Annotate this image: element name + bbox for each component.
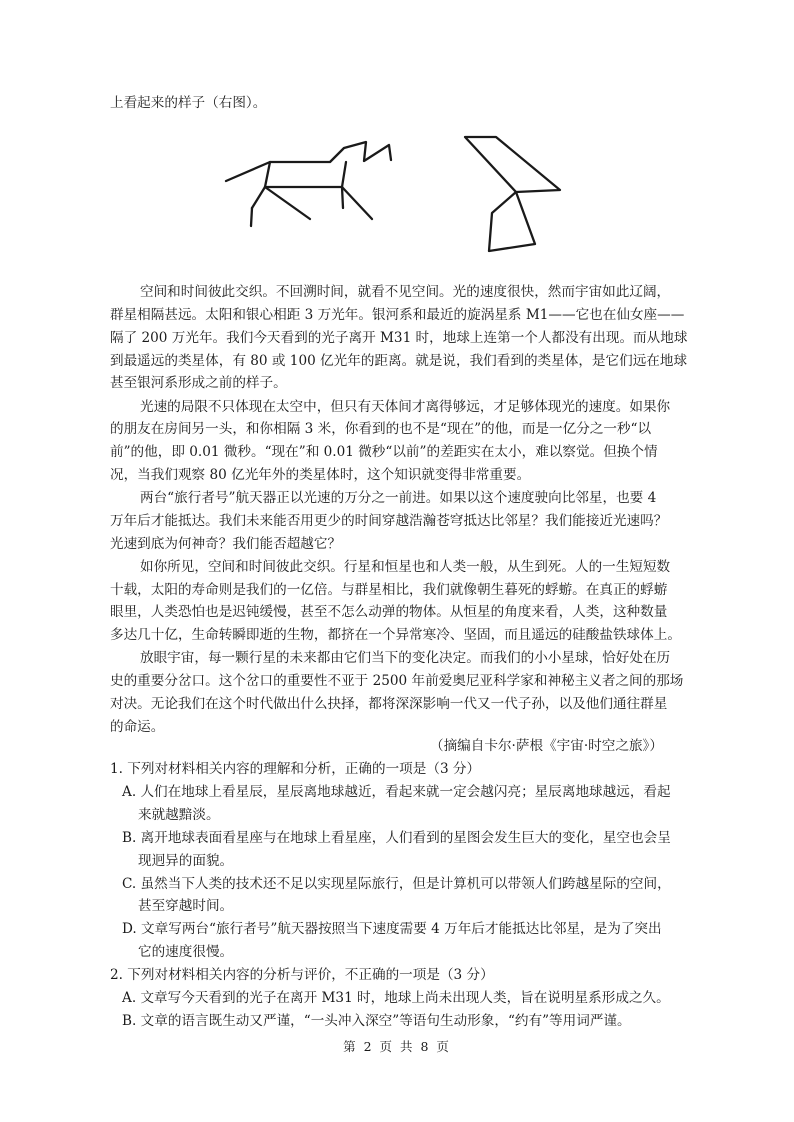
q1-option-a-line-1: A. 人们在地球上看星辰，星辰离地球越近，看起来就一定会越闪亮；星辰离地球越远，看起: [122, 784, 671, 800]
p3-line-1: 两台“旅行者号”航天器正以光速的万分之一前进。如果以这个速度驶向比邻星，也要 4: [140, 490, 657, 506]
q1-option-a-line-2: 来就越黯淡。: [138, 807, 220, 823]
q1-option-d-line-1: D. 文章写两台“旅行者号”航天器按照当下速度需要 4 万年后才能抵达比邻星，是为了突出: [122, 921, 662, 937]
funnel-constellation-figure: [465, 137, 560, 251]
horse-constellation-figure: [226, 142, 391, 226]
p4-line-2: 十载，太阳的寿命则是我们的一亿倍。与群星相比，我们就像朝生暮死的蜉蝣。在真正的蜉蝣: [110, 582, 668, 598]
p4-line-3: 眼里，人类恐怕也是迟钝缓慢，甚至不怎么动弹的物体。从恒星的角度来看，人类，这种数量: [110, 604, 668, 620]
p2-line-3: 前”的他，即 0.01 微秒。“现在”和 0.01 微秒“以前”的差距实在太小，难以察觉。但换个情: [110, 444, 658, 460]
q1-option-c-line-1: C. 虽然当下人类的技术还不足以实现星际旅行，但是计算机可以带领人们跨越星际的空间，: [122, 876, 671, 892]
p1-line-4: 到最遥远的类星体，有 80 或 100 亿光年的距离。就是说，我们看到的类星体，是它们远在地球: [110, 353, 688, 369]
p5-line-2: 史的重要分岔口。这个岔口的重要性不亚于 2500 年前爱奥尼亚科学家和神秘主义者之间的那场: [110, 673, 684, 689]
p5-line-1: 放眼宇宙，每一颗行星的未来都由它们当下的变化决定。而我们的小小星球，恰好处在历: [140, 650, 671, 666]
question-2-stem: 2. 下列对材料相关内容的分析与评价，不正确的一项是（3 分）: [110, 967, 494, 983]
intro-line: 上看起来的样子（右图）。: [110, 95, 267, 111]
q1-option-d-line-2: 它的速度很慢。: [138, 944, 234, 960]
p5-line-3: 对决。无论我们在这个时代做出什么抉择，都将深深影响一代又一代子孙，以及他们通往群星: [110, 696, 668, 712]
p2-line-4: 况，当我们观察 80 亿光年外的类星体时，这个知识就变得非常重要。: [110, 467, 531, 483]
question-1-stem: 1. 下列对材料相关内容的理解和分析，正确的一项是（3 分）: [110, 761, 481, 777]
q1-option-b-line-2: 现迥异的面貌。: [138, 853, 234, 869]
p4-line-4: 多达几十亿，生命转瞬即逝的生物，都挤在一个异常寒冷、坚固，而且遥远的硅酸盐铁球体上。: [110, 627, 681, 643]
p1-line-1: 空间和时间彼此交织。不回溯时间，就看不见空间。光的速度很快，然而宇宙如此辽阔，: [140, 284, 671, 300]
p5-line-4: 的命运。: [110, 719, 165, 735]
q1-option-c-line-2: 甚至穿越时间。: [138, 898, 234, 914]
q1-option-b-line-1: B. 离开地球表面看星座与在地球上看星座，人们看到的星图会发生巨大的变化，星空也会呈: [122, 830, 671, 846]
passage-source: （摘编自卡尔·萨根《宇宙·时空之旅》）: [430, 738, 663, 754]
p4-line-1: 如你所见，空间和时间彼此交织。行星和恒星也和人类一般，从生到死。人的一生短短数: [140, 559, 671, 575]
p3-line-2: 万年后才能抵达。我们未来能否用更少的时间穿越浩瀚苍穹抵达比邻星？我们能接近光速吗？: [110, 513, 668, 529]
p2-line-2: 的朋友在房间另一头，和你相隔 3 米，你看到的也不是“现在”的他，而是一亿分之一秒“以: [110, 421, 652, 437]
q2-option-b: B. 文章的语言既生动又严谨，“一头冲入深空”等语句生动形象，“约有”等用词严谨。: [122, 1013, 631, 1029]
q2-option-a: A. 文章写今天看到的光子在离开 M31 时，地球上尚未出现人类，旨在说明星系形成之久。: [122, 990, 670, 1006]
page-footer: 第 2 页 共 8 页: [343, 1039, 451, 1054]
p2-line-1: 光速的局限不只体现在太空中，但只有天体间才离得够远，才足够体现光的速度。如果你: [140, 399, 671, 415]
p1-line-5: 甚至银河系形成之前的样子。: [110, 375, 287, 391]
p1-line-2: 群星相隔甚远。太阳和银心相距 3 万光年。银河系和最近的旋涡星系 M1——它也在仙女座——: [110, 307, 685, 323]
p3-line-3: 光速到底为何神奇？我们能否超越它？: [110, 536, 342, 552]
p1-line-3: 隔了 200 万光年。我们今天看到的光子离开 M31 时，地球上连第一个人都没有出现。而从地球: [110, 330, 688, 346]
